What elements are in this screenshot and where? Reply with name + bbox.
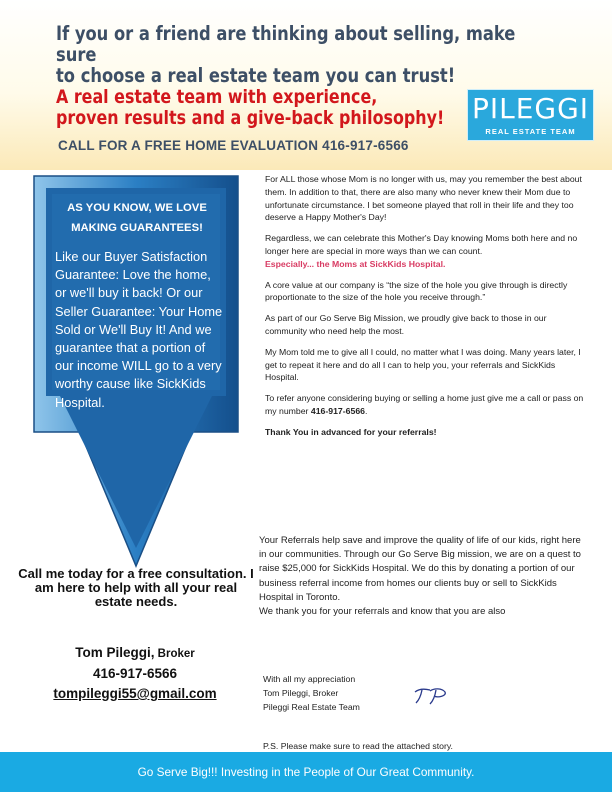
- consultation-callout: Call me today for a free consultation. I am here to help with all your real estate needs.: [18, 566, 254, 609]
- headline: [56, 23, 540, 86]
- signer-name: Tom Pileggi, Broker: [263, 688, 339, 699]
- letter-paragraph: For ALL those whose Mom is no longer with us, may you remember the best about them. In addition to that, there are also many who never knew their Mom due to unfortunate circumstance. I bet someone played that roll in their life and they too deserve a Happy Mother's Day!: [265, 174, 582, 223]
- subheadline-line-2: proven results and a give-back philosophy!: [56, 107, 445, 129]
- postscript: P.S. Please make sure to read the attached story.: [263, 741, 453, 751]
- referral-section: [259, 534, 589, 619]
- letter-paragraph: Regardless, we can celebrate this Mother's Day knowing Moms both here and no longer here are special in more ways than we can count. Especially... the Moms at SickKids Hospital.: [265, 233, 578, 269]
- signature-graphic: [412, 686, 452, 706]
- letter-paragraph: A core value at our company is “the size of the hole you give through is directly proportionate to the size of the hole you receive through.”: [265, 279, 568, 303]
- letter-paragraph: My Mom told me to give all I could, no matter what I was doing. Many years later, I get to repeat it here and do all I can to help you, your referrals and SickKids Hospital.: [265, 346, 581, 383]
- agent-role: Broker: [154, 648, 195, 660]
- referral-phone: 416-917-6566: [310, 405, 365, 416]
- subheadline: [56, 87, 447, 129]
- headline-line-1: If you or a friend are thinking about selling, make sure: [56, 22, 516, 66]
- thank-you-line: Thank You in advanced for your referrals!: [265, 426, 437, 437]
- agent-name-line: [40, 643, 230, 664]
- signer-team: Pileggi Real Estate Team: [263, 702, 360, 713]
- thanks-line: We thank you for your referrals and know that you are also: [259, 606, 506, 618]
- logo-tagline: REAL ESTATE TEAM: [485, 127, 576, 136]
- subheadline-line-1: A real estate team with experience,: [56, 86, 378, 108]
- header-banner: [0, 0, 612, 170]
- arrow-heading-line-1: AS YOU KNOW, WE LOVE: [67, 202, 207, 214]
- contact-block: [40, 643, 230, 704]
- letter-paragraph: To refer anyone considering buying or selling a home just give me a call or pass on my number 416-917-6566.: [265, 393, 584, 416]
- free-evaluation-cta: CALL FOR A FREE HOME EVALUATION 416-917-6566: [58, 138, 409, 153]
- arrow-heading-line-2: MAKING GUARANTEES!: [71, 222, 203, 234]
- sickkids-highlight: Especially... the Moms at SickKids Hospital.: [265, 258, 446, 269]
- letter-body: [265, 173, 585, 447]
- closing-line: With all my appreciation: [263, 674, 356, 684]
- arrow-heading: [56, 198, 218, 238]
- agent-email-link[interactable]: tompileggi55@gmail.com: [53, 686, 217, 701]
- agent-name: Tom Pileggi,: [75, 645, 155, 660]
- headline-line-2: to choose a real estate team you can trust!: [56, 64, 456, 87]
- agent-phone[interactable]: 416-917-6566: [92, 666, 178, 681]
- logo-name: PILEGGI: [471, 92, 590, 125]
- guarantees-text: Like our Buyer Satisfaction Guarantee: Love the home, or we'll buy it back! Or our Seller Guarantee: Your Home Sold or We'll Buy It! And we guarantee that a portion of our income WILL go to a very worthy cause like SickKids Hospital.: [55, 249, 223, 410]
- pileggi-logo: [467, 89, 594, 141]
- letter-paragraph: As part of our Go Serve Big Mission, we proudly give back to those in our community who need help the most.: [265, 313, 547, 336]
- referral-paragraph: Your Referrals help save and improve the quality of life of our kids, right here in our communities. Through our Go Serve Big mission, we are on a quest to raise $25,000 for SickKids Hospital. We do this by donating a portion of our business referral income from homes our clients buy or sell to SickKids Hospital in Toronto.: [259, 535, 581, 603]
- footer-banner: Go Serve Big!!! Investing in the People of Our Great Community.: [0, 752, 612, 792]
